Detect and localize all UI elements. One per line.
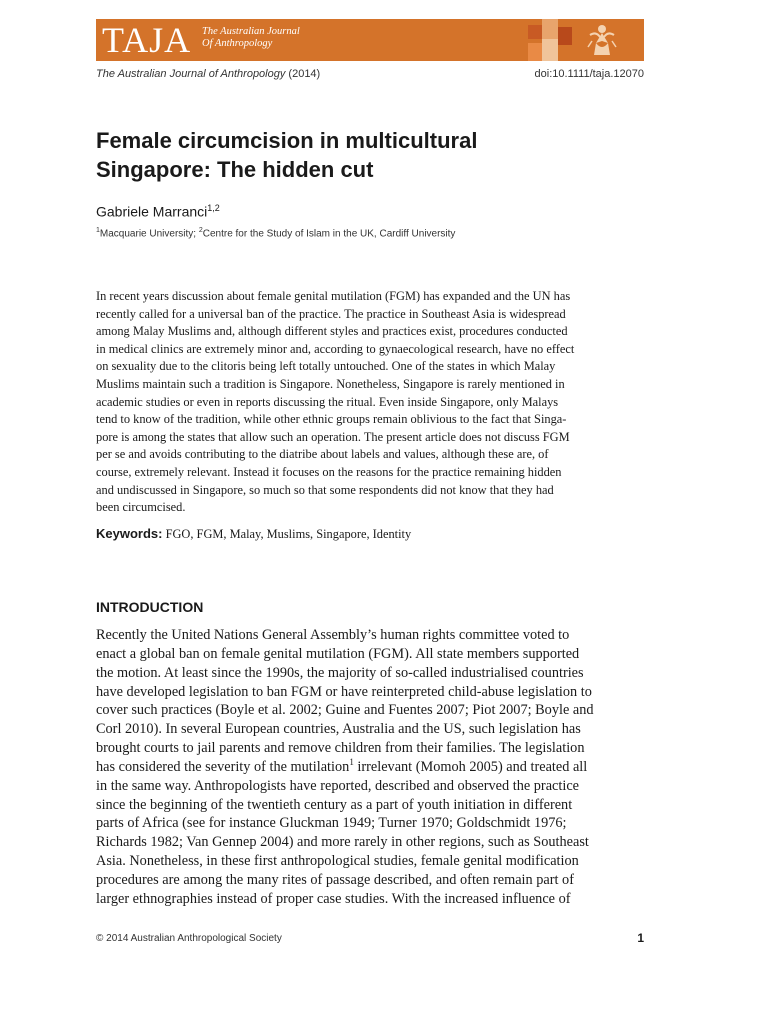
article-title-line-2: Singapore: The hidden cut — [96, 157, 374, 182]
banner-decor-square — [558, 27, 572, 45]
affiliation-2: Centre for the Study of Islam in the UK, Cardiff University — [202, 228, 456, 240]
intro-line: Richards 1982; Van Gennep 2004) and more rarely in other regions, such as Southeast — [96, 834, 589, 851]
journal-banner — [96, 19, 644, 61]
intro-line: enact a global ban on female genital mutilation (FGM). All state members supported — [96, 645, 580, 662]
intro-line: larger ethnographies instead of proper case studies. With the increased influence of — [96, 890, 571, 907]
intro-line: have developed legislation to ban FGM or have reinterpreted child-abuse legislation to — [96, 683, 592, 700]
journal-subtitle-line-2: Of Anthropology — [202, 38, 273, 49]
abstract-line: pore is among the states that allow such an operation. The present article does not discuss FGM — [96, 429, 570, 444]
abstract-line: In recent years discussion about female genital mutilation (FGM) has expanded and the UN has — [96, 289, 571, 303]
footnote-marker[interactable]: 1 — [349, 757, 354, 768]
abstract-line: academic studies or even in reports discussing the ritual. Even inside Singapore, only Malays — [96, 394, 559, 409]
running-head-year: (2014) — [285, 68, 321, 80]
article-title-line-1: Female circumcision in multicultural — [96, 128, 478, 153]
banner-decor-square — [528, 25, 542, 39]
journal-subtitle-line-1: The Australian Journal — [202, 26, 300, 37]
abstract-line: recently called for a universal ban of the practice. The practice in Southeast Asia is widespread — [96, 306, 566, 321]
article-doi: doi:10.1111/taja.12070 — [534, 68, 644, 80]
banner-decor-square — [542, 19, 558, 39]
abstract — [96, 288, 644, 517]
intro-line: procedures are among the many rites of passage described, and often remain part of — [96, 871, 574, 888]
intro-line: brought courts to jail parents and remove children from their families. The legislation — [96, 740, 585, 757]
author-name: Gabriele Marranci — [96, 203, 208, 220]
keywords-label: Keywords: — [96, 526, 163, 541]
intro-line: cover such practices (Boyle et al. 2002; Guine and Fuentes 2007; Piot 2007; Boyle and — [96, 702, 594, 719]
page-number: 1 — [637, 931, 644, 945]
introduction-text — [96, 626, 644, 909]
intro-line: Recently the United Nations General Assembly’s human rights committee voted to — [96, 627, 570, 643]
abstract-line: in medical clinics are extremely minor and, according to gynaecological research, have no effect — [96, 341, 575, 356]
abstract-line: and undiscussed in Singapore, so much so that some respondents did not know that they had — [96, 482, 554, 497]
affiliation-marker-2: 2 — [198, 227, 203, 234]
journal-subtitle — [202, 26, 300, 50]
abstract-line: on sexuality due to the clitoris being left totally untouched. One of the states in which Malay — [96, 359, 556, 374]
abstract-line: course, extremely relevant. Instead it focuses on the reasons for the practice remaining hidden — [96, 464, 562, 479]
intro-line: Corl 2010). In several European countries, Australia and the US, such legislation has — [96, 721, 581, 738]
affiliations — [96, 224, 656, 241]
banner-decor-square — [528, 43, 542, 61]
article-title — [96, 126, 656, 184]
section-heading-introduction: INTRODUCTION — [96, 599, 204, 615]
author-line — [96, 199, 220, 221]
keywords-values: FGO, FGM, Malay, Muslims, Singapore, Identity — [162, 527, 412, 541]
intro-line: since the beginning of the twentieth century as a part of youth initiation in different — [96, 796, 573, 813]
intro-line: has considered the severity of the mutilation — [96, 758, 350, 775]
dancer-emblem-icon — [582, 21, 622, 59]
intro-line: in the same way. Anthropologists have reported, described and observed the practice — [96, 777, 580, 794]
abstract-line: Muslims maintain such a tradition is Singapore. Nonetheless, Singapore is rarely mentioned in — [96, 376, 565, 391]
running-head — [96, 67, 644, 81]
abstract-line: per se and avoids contributing to the diatribe about labels and values, although these are, of — [96, 447, 549, 462]
abstract-line: among Malay Muslims and, although different styles and practices exist, procedures conducted — [96, 324, 568, 339]
copyright-notice: © 2014 Australian Anthropological Society — [96, 933, 282, 944]
author-affiliation-marks: 1,2 — [207, 203, 220, 213]
abstract-line: tend to know of the tradition, while other ethnic groups remain oblivious to the fact that Singa- — [96, 412, 567, 427]
abstract-line: been circumcised. — [96, 500, 186, 515]
intro-line: the motion. At least since the 1990s, the majority of so-called industrialised countries — [96, 664, 584, 681]
intro-line: parts of Africa (see for instance Gluckman 1949; Turner 1970; Goldschmidt 1976; — [96, 815, 567, 832]
affiliation-marker-1: 1 — [96, 227, 100, 234]
keywords — [96, 525, 644, 543]
intro-line: Asia. Nonetheless, in these first anthropological studies, female genital modification — [96, 853, 579, 870]
banner-decor-square — [542, 39, 558, 61]
journal-logo: TAJA — [102, 20, 192, 60]
running-head-journal: The Australian Journal of Anthropology — [96, 68, 286, 80]
affiliation-1: Macquarie University; — [99, 228, 199, 240]
intro-line-continuation: irrelevant (Momoh 2005) and treated all — [353, 758, 588, 775]
